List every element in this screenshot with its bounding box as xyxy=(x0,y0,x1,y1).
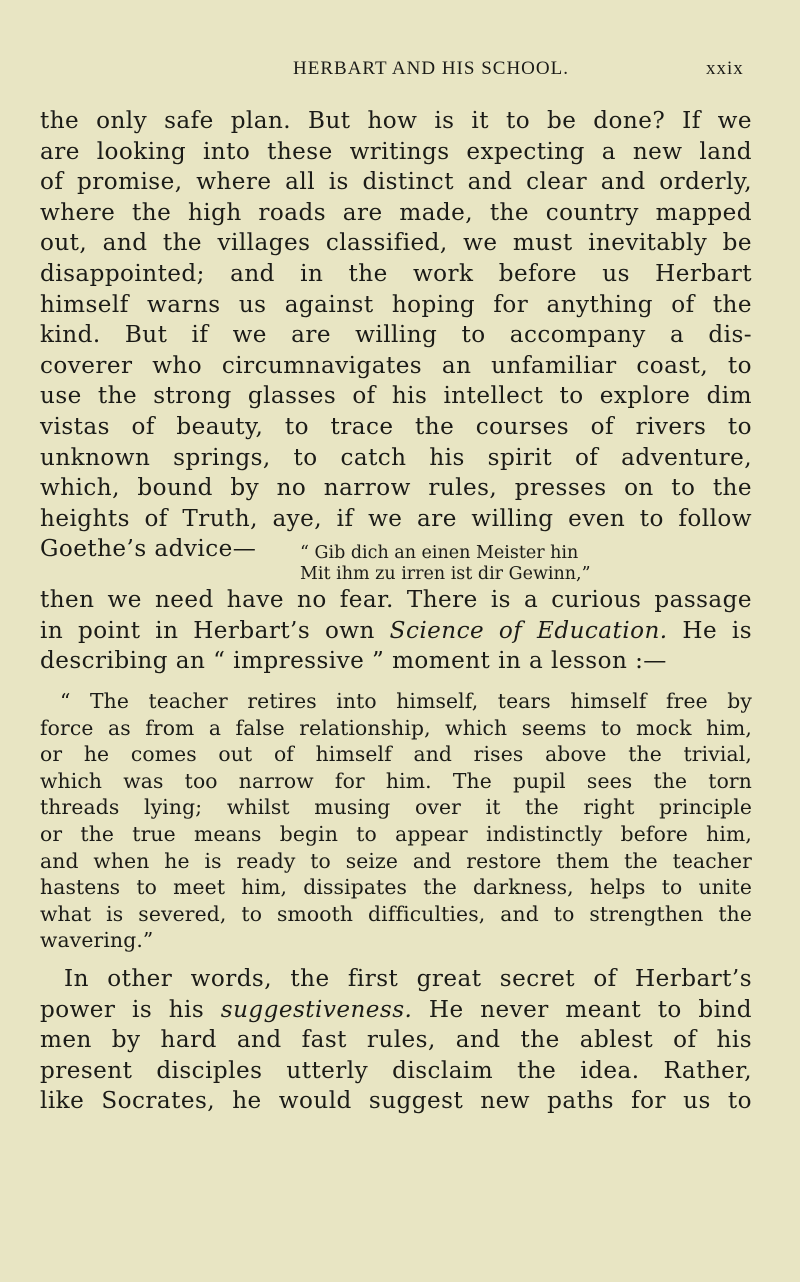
line-text: power is his xyxy=(40,996,205,1023)
paragraph-2-line xyxy=(40,616,752,647)
quotation-line: wavering.” xyxy=(40,928,154,953)
verse-line: Mit ihm zu irren ist dir Gewinn,” xyxy=(300,564,591,584)
quotation-line: threads lying; whilst musing over it the right principle xyxy=(40,795,752,820)
paragraph-1-line: the only safe plan. But how is it to be done? If we xyxy=(40,108,752,134)
paragraph-3-line: present disciples utterly disclaim the idea. Rather, xyxy=(40,1057,752,1084)
paragraph-1-line: disappointed; and in the work before us Herbart xyxy=(40,260,752,287)
quotation-line: what is severed, to smooth difficulties, and to strengthen the xyxy=(40,901,752,926)
paragraph-1-line: heights of Truth, aye, if we are willing even to follow xyxy=(40,505,752,532)
quotation-line: which was too narrow for him. The pupil sees the torn xyxy=(40,768,752,793)
paragraph-1-line: out, and the villages classified, we must inevitably be xyxy=(40,230,752,257)
paragraph-1-line: kind. But if we are willing to accompany a dis- xyxy=(40,322,752,349)
paragraph-3-line xyxy=(40,995,752,1026)
herbart-quotation xyxy=(40,688,752,954)
verse-line: “ Gib dich an einen Meister hin xyxy=(300,543,579,563)
quotation-line: and when he is ready to seize and restore them the teacher xyxy=(40,848,752,873)
emphasized-term: suggestiveness. xyxy=(220,996,413,1023)
paragraph-1 xyxy=(40,106,752,565)
quotation-line: or the true means begin to appear indistinctly before him, xyxy=(40,821,752,846)
paragraph-3-line: men by hard and fast rules, and the ablest of his xyxy=(40,1027,752,1054)
paragraph-1-line: coverer who circumnavigates an unfamiliar coast, to xyxy=(40,352,752,379)
paragraph-2 xyxy=(40,585,752,677)
paragraph-1-line: are looking into these writings expecting a new land xyxy=(40,138,752,165)
paragraph-2-line: describing an “ impressive ” moment in a lesson :— xyxy=(40,648,667,675)
line-text: He is xyxy=(682,617,753,644)
paragraph-1-line: vistas of beauty, to trace the courses of rivers to xyxy=(40,413,752,440)
paragraph-1-line: of promise, where all is distinct and clear and orderly, xyxy=(40,169,752,196)
paragraph-3 xyxy=(40,964,752,1117)
running-head: HERBART AND HIS SCHOOL. xyxy=(293,58,569,79)
quotation-line: hastens to meet him, dissipates the darkness, helps to unite xyxy=(40,875,752,900)
paragraph-3-line: In other words, the first great secret of Herbart’s xyxy=(64,966,752,992)
paragraph-1-line: himself warns us against hoping for anything of the xyxy=(40,291,752,318)
paragraph-1-line: unknown springs, to catch his spirit of adventure, xyxy=(40,444,752,471)
book-title: Science of Education. xyxy=(389,617,668,644)
quotation-line: force as from a false relationship, which seems to mock him, xyxy=(40,715,752,740)
goethe-verse xyxy=(300,543,720,585)
paragraph-1-line: where the high roads are made, the country mapped xyxy=(40,199,752,226)
paragraph-1-line: which, bound by no narrow rules, presses on to the xyxy=(40,475,752,502)
quotation-line: or he comes out of himself and rises above the trivial, xyxy=(40,742,752,767)
paragraph-3-line: like Socrates, he would suggest new paths for us to xyxy=(40,1088,752,1115)
line-text: He never meant to bind xyxy=(428,996,752,1023)
paragraph-2-line: then we need have no fear. There is a curious passage xyxy=(40,587,752,613)
paragraph-1-line: Goethe’s advice— xyxy=(40,536,257,563)
line-text: in point in Herbart’s own xyxy=(40,617,375,644)
paragraph-1-line: use the strong glasses of his intellect to explore dim xyxy=(40,383,752,410)
quotation-line: “ The teacher retires into himself, tears himself free by xyxy=(60,689,752,713)
page-number: xxix xyxy=(706,58,744,79)
